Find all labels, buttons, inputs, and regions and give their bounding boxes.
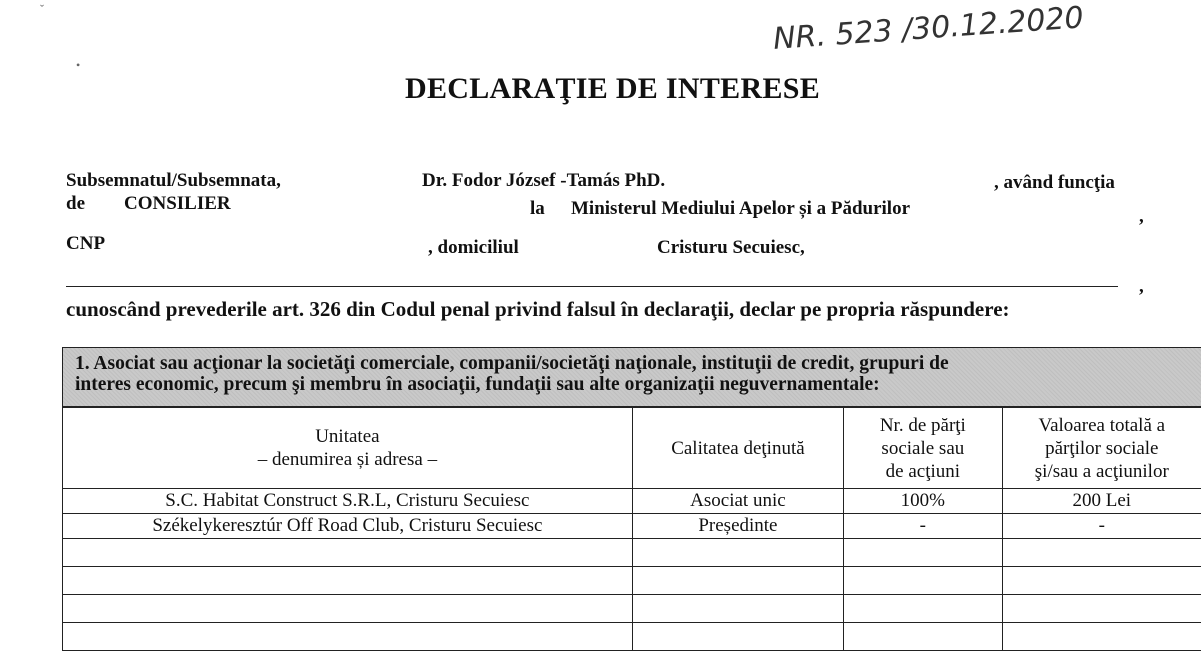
cell-shares: - [844,514,1002,539]
cell-shares: 100% [844,489,1002,514]
cell-value: 200 Lei [1002,489,1201,514]
table-row [63,514,1201,539]
section-1-heading [75,353,949,395]
page-title: DECLARAŢIE DE INTERESE [405,72,821,105]
scan-mark: ˇ [40,2,44,16]
header-value [1002,408,1201,489]
function-value: CONSILIER [124,193,231,214]
la-label: la [530,198,545,219]
legal-statement: cunoscând prevederile art. 326 din Codul penal privind falsul în declaraţii, declar pe propria răspundere: [66,297,1010,321]
header-shares-line3: de acţiuni [885,460,961,482]
table-row-empty [63,539,1201,567]
cell-quality: Președinte [632,514,843,539]
table-row-empty [63,567,1201,595]
domiciliul-label: , domiciliul [428,237,519,258]
interests-table [62,407,1201,651]
header-value-line1: Valoarea totală a [1038,414,1166,436]
header-value-line2: părţilor sociale [1045,437,1159,459]
header-unit-line1: Unitatea [315,426,380,447]
handwritten-reference: NR. 523 /30.12.2020 [772,0,1085,57]
scan-mark: • [76,58,81,72]
section-1-heading-line1: 1. Asociat sau acţionar la societăţi comerciale, companii/societăţi naţionale, instituţii de credit, grupuri de [75,353,949,374]
header-value-line3: şi/sau a acţiunilor [1034,460,1169,482]
comma-mark: , [1139,206,1144,227]
cell-quality: Asociat unic [632,489,843,514]
header-shares-line2: sociale sau [881,437,965,459]
comma-mark: , [1139,276,1144,297]
table-row-empty [63,595,1201,623]
table-row [63,489,1201,514]
header-shares [844,408,1002,489]
table-row-empty [63,623,1201,651]
signature-line [66,286,1118,287]
domicile-value: Cristuru Secuiesc, [657,237,805,258]
subsemnatul-label: Subsemnatul/Subsemnata, [66,170,281,191]
avand-functia-label: , având funcţia [994,172,1115,193]
header-unit [63,408,633,489]
cnp-label: CNP [66,233,106,254]
de-label: de [66,193,85,214]
header-shares-line1: Nr. de părţi [879,414,966,436]
section-1-heading-line2: interes economic, precum şi membru în asociaţii, fundaţii sau alte organizaţii neguvernamentale: [75,374,880,395]
table-header-row [63,408,1201,489]
cell-unit: S.C. Habitat Construct S.R.L, Cristuru Secuiesc [63,489,633,514]
cell-unit: Székelykeresztúr Off Road Club, Cristuru Secuiesc [63,514,633,539]
declarant-name: Dr. Fodor József -Tamás PhD. [422,170,666,191]
cell-value: - [1002,514,1201,539]
institution-value: Ministerul Mediului Apelor și a Pădurilor [571,198,911,219]
header-quality: Calitatea deţinută [632,408,843,489]
header-unit-line2: – denumirea și adresa – [257,449,438,470]
